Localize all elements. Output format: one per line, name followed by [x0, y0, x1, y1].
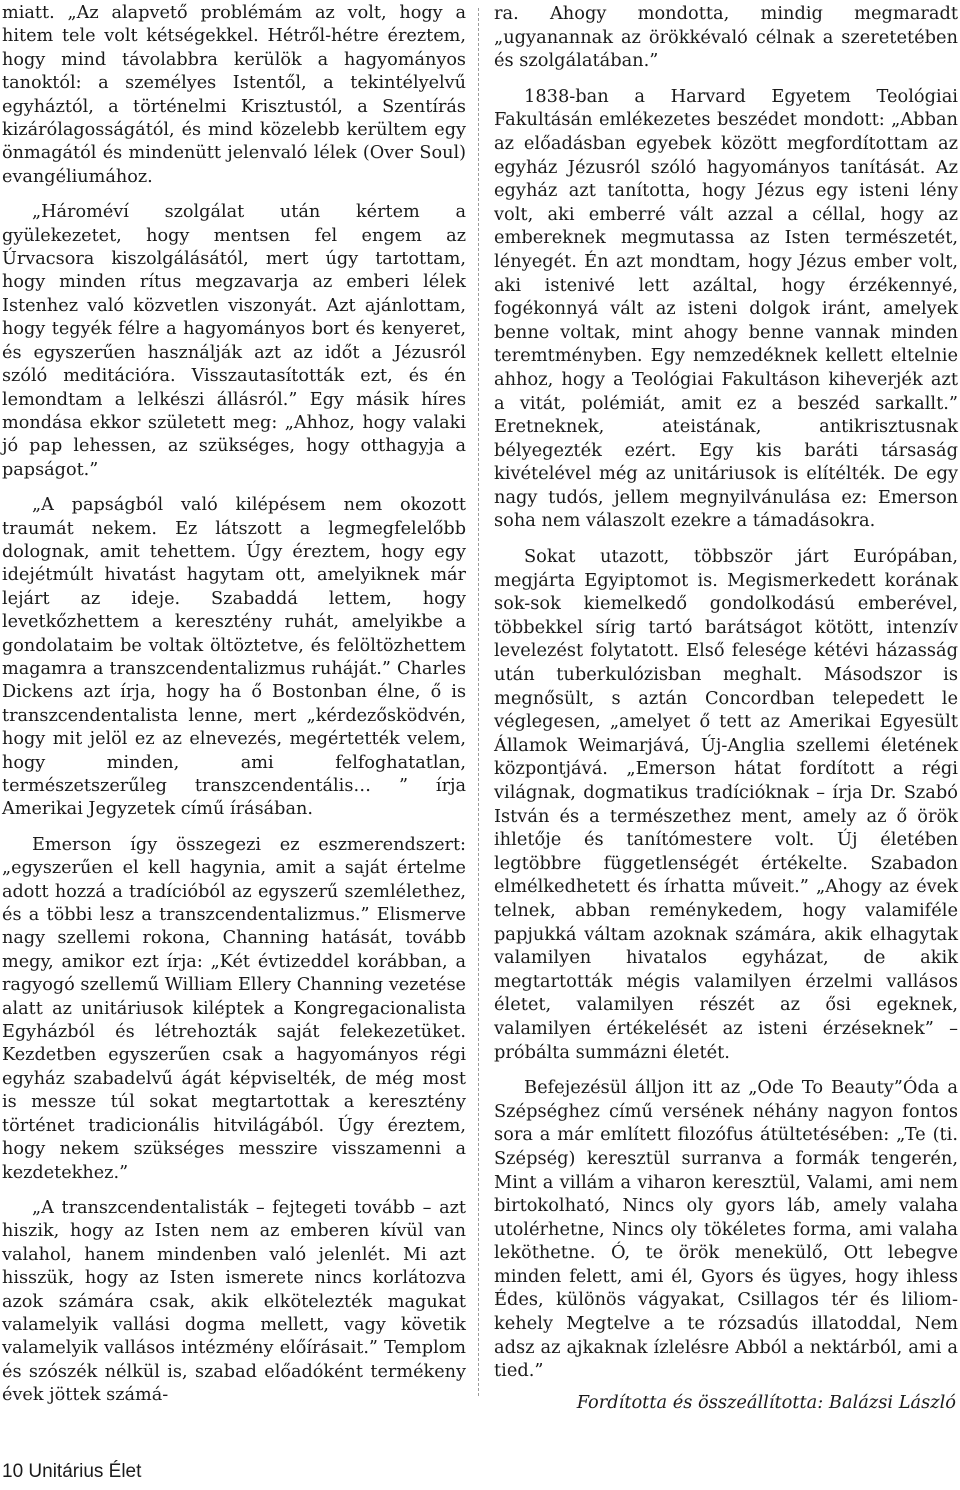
page-footer: 10 Unitárius Élet: [2, 1461, 142, 1482]
paragraph: „Hároméví szolgálat után kértem a gyülekezetet, hogy mentsen fel engem az Úrvacsora kiszolgálásától, mert úgy tartottam, hogy minden rítus megzavarja az emberi lélek Istenhez való közvetlen viszonyát. Azt ajánlottam, hogy tegyék félre a hagyományos bort és kenyeret, és egyszerűen használják azt az időt a Jézusról szóló meditációra. Visszautasították ezt, és én lemondtam a lelkészi állásról.” Egy másik híres mondása ekkor született meg: „Ahhoz, hogy valaki jó pap lehessen, az szükséges, hogy otthagyja a papságot.”: [2, 202, 466, 480]
paragraph: ra. Ahogy mondotta, mindig megmaradt „ugyanannak az örökkévaló célnak a szeretetében és szolgálatában.”: [494, 3, 958, 72]
paragraph: miatt. „Az alapvető problémám az volt, hogy a hitem tele volt kétségekkel. Hétről-hétre éreztem, hogy mind távolabbra kerülök a hagyományos tanoktól: a személyes Istentől, a tekintélyelvű egyháztól, a történelmi Krisztustól, a Szentírás kizárólagosságától, és mind közelebb kerültem egy önmagától és mindenütt jelenvaló lélek (Over Soul) evangéliumához.: [2, 3, 466, 187]
paragraph: Befejezésül álljon itt az „Ode To Beauty”Óda a Szépséghez című versének néhány nagyon fontos sora a már említett filozófus átültetésében: „Te (ti. Szépség) keresztül surranva a formák tengerén, Mint a villám a viharon keresztül, Valami, ami nem birtokolható, Nincs oly gyors láb, amely valaha utolérhetne, Nincs oly tökéletes forma, ami valaha leköthetne. Ó, te örök menekülő, Ott lebegve minden felett, ami él, Gyors és ügyes, hogy ihless Édes, különös vágyakat, Csillagos tér és liliom-kehely Megtelve a te rózsadús illatoddal, Nem adsz az ajkaknak ízlelésre Abból a nektárból, ami a tied.”: [494, 1077, 958, 1382]
paragraph: „A papságból való kilépésem nem okozott traumát nekem. Ez látszott a legmegfelelőbb dolognak, amit tehettem. Úgy éreztem, hogy egy idejétmúlt hivatást hagytam ott, amelyiknek már lejárt az ideje. Szabaddá lettem, hogy levetkőzhettem a keresztény ruhát, amelyikbe a gondolataim be voltak öltöztetve, és felöltözhettem magamra a transzcendentalizmus ruháját.” Charles Dickens azt írja, hogy ha ő Bostonban élne, ő is transzcendentalista lenne, mert „kérdezősködvén, hogy mit jelöl ez az elnevezés, megértették velem, hogy minden, ami felfoghatatlan, természetszerűleg transzcendentális… ” írja Amerikai Jegyzetek című írásában.: [2, 495, 466, 820]
translator-credit: Fordította és összeállította: Balázsi László: [576, 1391, 956, 1413]
column-divider: [478, 8, 479, 1396]
paragraph: Sokat utazott, többször járt Európában, megjárta Egyiptomot is. Megismerkedett korának sok-sok kiemelkedő gondolkodású emberével, többekkel sírig tartó barátságot kötött, intenzív levelezést folytatott. Első felesége kétévi házasság után tuberkulózisban meghalt. Másodszor is megnősült, s aztán Concordban telepedett le véglegesen, „amelyet ő tett az Amerikai Egyesült Államok Weimarjává, Új-Anglia szellemi életének központjává. „Emerson hátat fordított a régi világnak, dogmatikus tradícióknak – írja Dr. Szabó István és a természethez ment, amely az ő örök ihletője és tanítómestere volt. Új életében legtöbbre függetlenségét értékelte. Szabadon elmélkedhetett és írhatta műveit.” „Ahogy az évek telnek, abban reménykedem, hogy valamiféle papjukká váltam azoknak számára, akik elhagytak valamilyen hivatalos egyházat, de akik megtartották mégis valamilyen érzelmi vallásos életet, valamilyen részét az ősi egeknek, valamilyen értékelését az isteni érzéseknek” – próbálta summázni életét.: [494, 546, 958, 1063]
paragraph: 1838-ban a Harvard Egyetem Teológiai Fakultásán emlékezetes beszédet mondott: „Abban az előadásban egyebek között megfordítottam az egyház Jézusról szóló hagyományos tanítását. Az egyház azt tanította, hogy Jézus egy isteni lény volt, aki emberré vált azzal a céllal, hogy az embereknek megmutassa az Isten természetét, lényegét. Én azt mondtam, hogy Jézus ember volt, aki istenivé lett azáltal, hogy érzékennyé, fogékonnyá vált az isteni dolgok iránt, amelyek benne voltak, mint ahogy benne vannak minden teremtményben. Egy nemzedéknek kellett eltelnie ahhoz, hogy a Teológiai Fakultáson kiheverjék azt a vitát, polémiát, amit ez a beszéd sarkallt.” Eretneknek, ateistának, antikrisztusnak bélyegezték ezért. Egy kis baráti társaság kivételével még az unitáriusok is elítélték. De egy nagy tudós, jellem megnyilvánulása ez: Emerson soha nem válaszolt ezekre a támadásokra.: [494, 85, 958, 532]
right-column: [494, 2, 958, 1414]
paragraph: „A transzcendentalisták – fejtegeti tovább – azt hiszik, hogy az Isten nem az emberen kívül van valahol, hanem mindenben való jelenlét. Mi azt hisszük, hogy az Isten ismerete nincs korlátozva azok számára csak, akik elkötelezték magukat valamelyik vallási dogma mellett, vagy követik valamelyik vallásos intézmény előírásait.” Templom és szószék nélkül is, szabad előadóként termékeny évek jöttek számá-: [2, 1197, 466, 1406]
paragraph: Emerson így összegezi ez eszmerendszert: „egyszerűen el kell hagynia, amit a saját értelme adott hozzá a tradícióból az egyszerű szemlélethez, és a többi lesz a transzcendentalizmus.” Elismerve nagy szellemi rokona, Channing hatását, tovább megy, amikor ezt írja: „Két évtizeddel korábban, a ragyogó szellemű William Ellery Channing vezetése alatt az unitáriusok kiléptek a Kongregacionalista Egyházból és létrehozták saját felekezetüket. Kezdetben egyszerűen csak a hagyományos régi egyház szabadelvű ágát képviselték, de még most is messze túl sokat megtartottak a keresztény történet tradicionális hitvilágából. Úgy éreztem, hogy nekem szükséges messzire visszamenni a kezdetekhez.”: [2, 834, 466, 1183]
left-column: [2, 2, 466, 1408]
